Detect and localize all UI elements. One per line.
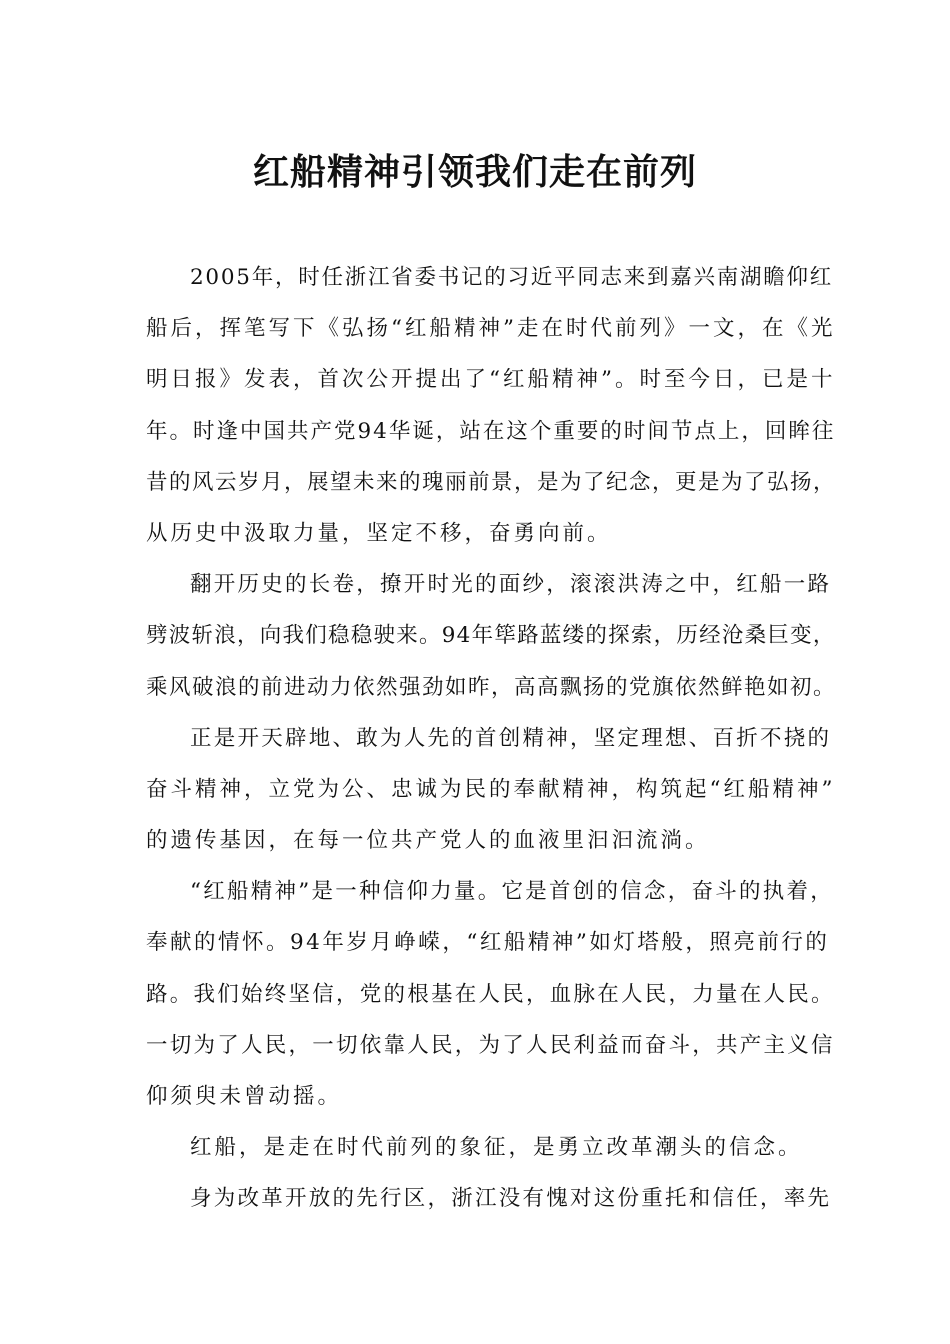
document-title: 红船精神引领我们走在前列 (252, 151, 697, 193)
body-line: 仰须臾未曾动摇。 (146, 1084, 343, 1109)
body-line: 从历史中汲取力量，坚定不移，奋勇向前。 (146, 520, 612, 546)
body-line: 的遗传基因，在每一位共产党人的血液里汩汩流淌。 (146, 828, 710, 854)
body-line: 一切为了人民，一切依靠人民，为了人民利益而奋斗，共产主义信 (146, 1032, 835, 1058)
body-line: 年。时逢中国共产党94华诞，站在这个重要的时间节点上，回眸往 (146, 418, 836, 444)
document-body (146, 252, 837, 1225)
body-line: 红船，是走在时代前列的象征，是勇立改革潮头的信念。 (190, 1135, 803, 1161)
body-line: 翻开历史的长卷，撩开时光的面纱，滚滚洪涛之中，红船一路 (190, 572, 832, 598)
body-line: 奋斗精神，立党为公、忠诚为民的奉献精神，构筑起“红船精神” (146, 776, 836, 802)
body-line: 劈波斩浪，向我们稳稳驶来。94年筚路蓝缕的探索，历经沧桑巨变， (146, 623, 836, 649)
body-line: 路。我们始终坚信，党的根基在人民，血脉在人民，力量在人民。 (146, 981, 835, 1007)
body-line: 明日报》发表，首次公开提出了“红船精神”。时至今日，已是十 (146, 367, 836, 393)
body-line: 正是开天辟地、敢为人先的首创精神，坚定理想、百折不挠的 (190, 725, 832, 751)
body-line: 奉献的情怀。94年岁月峥嵘，“红船精神”如灯塔般，照亮前行的 (146, 930, 830, 956)
body-line: 乘风破浪的前进动力依然强劲如昨，高高飘扬的党旗依然鲜艳如初。 (146, 674, 837, 700)
body-line: 昔的风云岁月，展望未来的瑰丽前景，是为了纪念，更是为了弘扬， (146, 469, 837, 495)
body-line: 身为改革开放的先行区，浙江没有愧对这份重托和信任，率先 (190, 1186, 832, 1212)
body-line: “红船精神”是一种信仰力量。它是首创的信念，奋斗的执着， (190, 879, 834, 905)
body-line: 船后，挥笔写下《弘扬“红船精神”走在时代前列》一文，在《光 (146, 316, 836, 342)
body-line: 2005年，时任浙江省委书记的习近平同志来到嘉兴南湖瞻仰红 (190, 265, 833, 290)
